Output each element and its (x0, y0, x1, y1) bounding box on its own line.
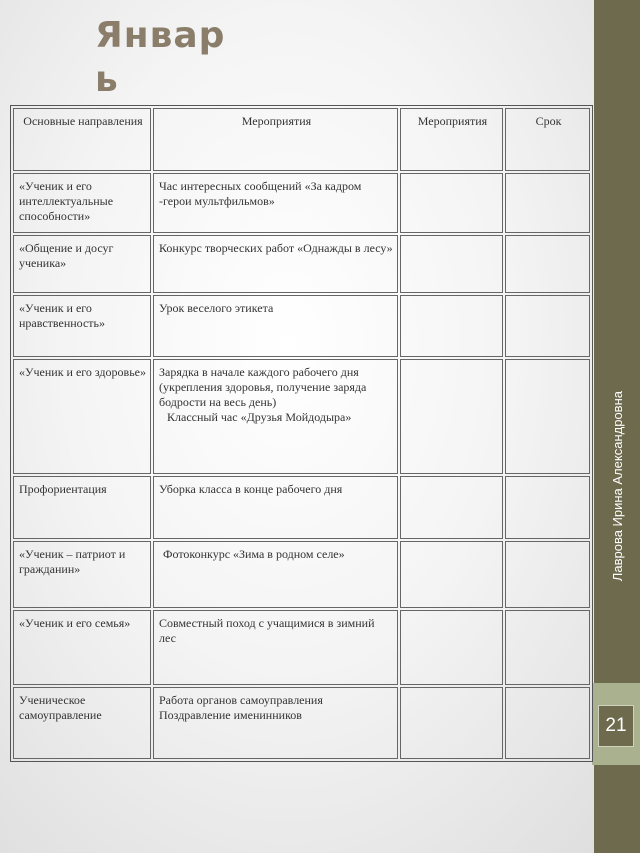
event-extra-text: Классный час «Друзья Мойдодыра» (167, 410, 352, 424)
cell-term (505, 610, 590, 685)
cell-event-2 (400, 476, 503, 539)
cell-event: Конкурс творческих работ «Однажды в лесу» (153, 235, 398, 293)
cell-event (153, 541, 398, 608)
cell-direction: «Ученик и его нравственность» (13, 295, 151, 357)
cell-direction: Ученическое самоуправление (13, 687, 151, 759)
header-events-2: Мероприятия (400, 108, 503, 171)
cell-event (153, 359, 398, 474)
cell-event-2 (400, 295, 503, 357)
cell-event: Совместный поход с учащимися в зимний лес (153, 610, 398, 685)
event-extra-text: Поздравление именинников (159, 708, 302, 722)
cell-event-2 (400, 541, 503, 608)
event-text: Работа органов самоуправления (159, 693, 323, 707)
header-directions: Основные направления (13, 108, 151, 171)
cell-event: Урок веселого этикета (153, 295, 398, 357)
cell-event-2 (400, 687, 503, 759)
cell-direction: «Общение и досуг ученика» (13, 235, 151, 293)
cell-term (505, 476, 590, 539)
plan-table (10, 105, 593, 762)
cell-event-2 (400, 173, 503, 233)
table-row (13, 687, 590, 759)
table-row (13, 295, 590, 357)
table-header-row (13, 108, 590, 171)
cell-direction: «Ученик и его здоровье» (13, 359, 151, 474)
table-row (13, 476, 590, 539)
table-row (13, 541, 590, 608)
cell-event (153, 687, 398, 759)
event-text: Зарядка в начале каждого рабочего дня (укрепления здоровья, получение заряда бодрости на весь день) (159, 365, 367, 409)
cell-term (505, 295, 590, 357)
cell-term (505, 687, 590, 759)
cell-event: Уборка класса в конце рабочего дня (153, 476, 398, 539)
header-term: Срок (505, 108, 590, 171)
cell-direction: «Ученик – патриот и гражданин» (13, 541, 151, 608)
header-events: Мероприятия (153, 108, 398, 171)
page-title: Январь (95, 15, 226, 100)
table-row (13, 173, 590, 233)
cell-event: Час интересных сообщений «За кадром -герои мультфильмов» (153, 173, 398, 233)
page-number: 21 (598, 705, 634, 747)
cell-term (505, 173, 590, 233)
cell-term (505, 235, 590, 293)
cell-term (505, 359, 590, 474)
event-text: Фотоконкурс «Зима в родном селе» (163, 547, 345, 561)
author-name: Лаврова Ирина Александровна (609, 391, 625, 582)
cell-event-2 (400, 610, 503, 685)
cell-term (505, 541, 590, 608)
cell-direction: «Ученик и его интеллектуальные способности» (13, 173, 151, 233)
table-row (13, 235, 590, 293)
cell-event-2 (400, 359, 503, 474)
cell-direction: Профориентация (13, 476, 151, 539)
table-row (13, 610, 590, 685)
cell-event-2 (400, 235, 503, 293)
cell-direction: «Ученик и его семья» (13, 610, 151, 685)
table-row (13, 359, 590, 474)
